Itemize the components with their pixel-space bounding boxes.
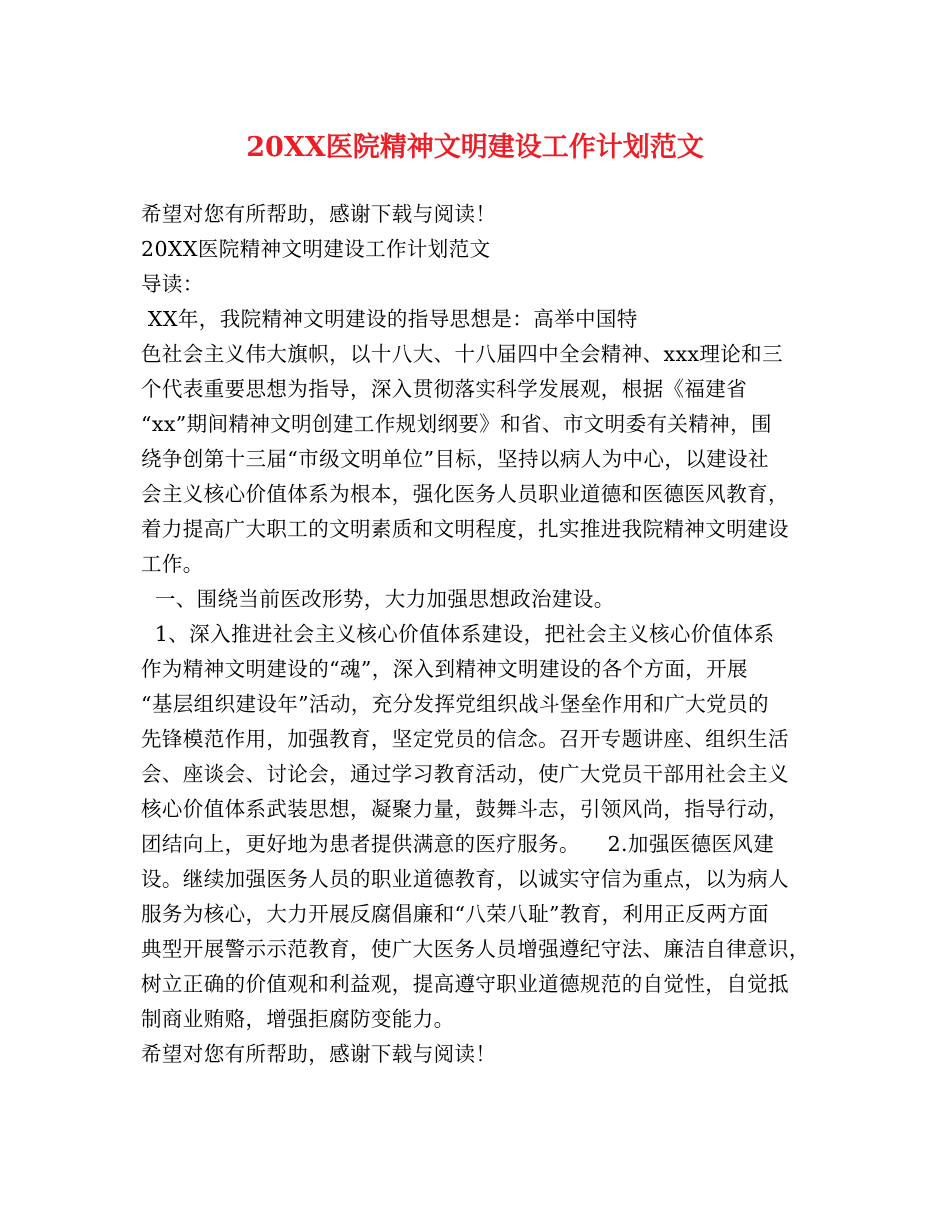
text-line: 服务为核心，大力开展反腐倡廉和“八荣八耻”教育，利用正反两方面: [141, 902, 769, 926]
text-line: 20XX医院精神文明建设工作计划范文: [141, 237, 491, 261]
text-line: 先锋模范作用，加强教育，坚定党员的信念。召开专题讲座、组织生活: [141, 727, 789, 751]
text-line: 典型开展警示示范教育，使广大医务人员增强遵纪守法、廉洁自律意识，: [141, 937, 810, 961]
text-line: 会、座谈会、讨论会，通过学习教育活动，使广大党员干部用社会主义: [141, 762, 789, 786]
text-line: 制商业贿赂，增强拒腐防变能力。: [141, 1007, 455, 1031]
text-line: 导读：: [141, 272, 204, 296]
text-line: 一、围绕当前医改形势，大力加强思想政治建设。: [141, 587, 615, 611]
document-title: 20XX医院精神文明建设工作计划范文: [246, 132, 704, 163]
text-line: 个代表重要思想为指导，深入贯彻落实科学发展观，根据《福建省: [141, 377, 748, 401]
text-line: 希望对您有所帮助，感谢下载与阅读！: [141, 1042, 497, 1066]
text-line: “xx”期间精神文明创建工作规划纲要》和省、市文明委有关精神，围: [141, 412, 772, 436]
text-line: 希望对您有所帮助，感谢下载与阅读！: [141, 202, 497, 226]
text-line: 树立正确的价值观和利益观，提高遵守职业道德规范的自觉性，自觉抵: [141, 972, 789, 996]
text-line: 团结向上，更好地为患者提供满意的医疗服务。 2.加强医德医风建: [141, 832, 775, 856]
text-line: “基层组织建设年”活动，充分发挥党组织战斗堡垒作用和广大党员的: [141, 692, 769, 716]
text-line: 会主义核心价值体系为根本，强化医务人员职业道德和医德医风教育，: [141, 482, 789, 506]
text-line: 1、深入推进社会主义核心价值体系建设，把社会主义核心价值体系: [141, 622, 775, 646]
text-line: 着力提高广大职工的文明素质和文明程度，扎实推进我院精神文明建设: [141, 517, 789, 541]
text-line: 工作。: [141, 552, 204, 576]
text-line: XX年，我院精神文明建设的指导思想是：高举中国特: [141, 307, 638, 331]
text-line: 核心价值体系武装思想，凝聚力量，鼓舞斗志，引领风尚，指导行动，: [141, 797, 789, 821]
text-line: 色社会主义伟大旗帜，以十八大、十八届四中全会精神、xxx理论和三: [141, 342, 783, 366]
text-line: 作为精神文明建设的“魂”，深入到精神文明建设的各个方面，开展: [141, 657, 748, 681]
document-body: [141, 197, 821, 1072]
text-line: 绕争创第十三届“市级文明单位”目标，坚持以病人为中心，以建设社: [141, 447, 769, 471]
text-line: 设。继续加强医务人员的职业道德教育，以诚实守信为重点，以为病人: [141, 867, 789, 891]
